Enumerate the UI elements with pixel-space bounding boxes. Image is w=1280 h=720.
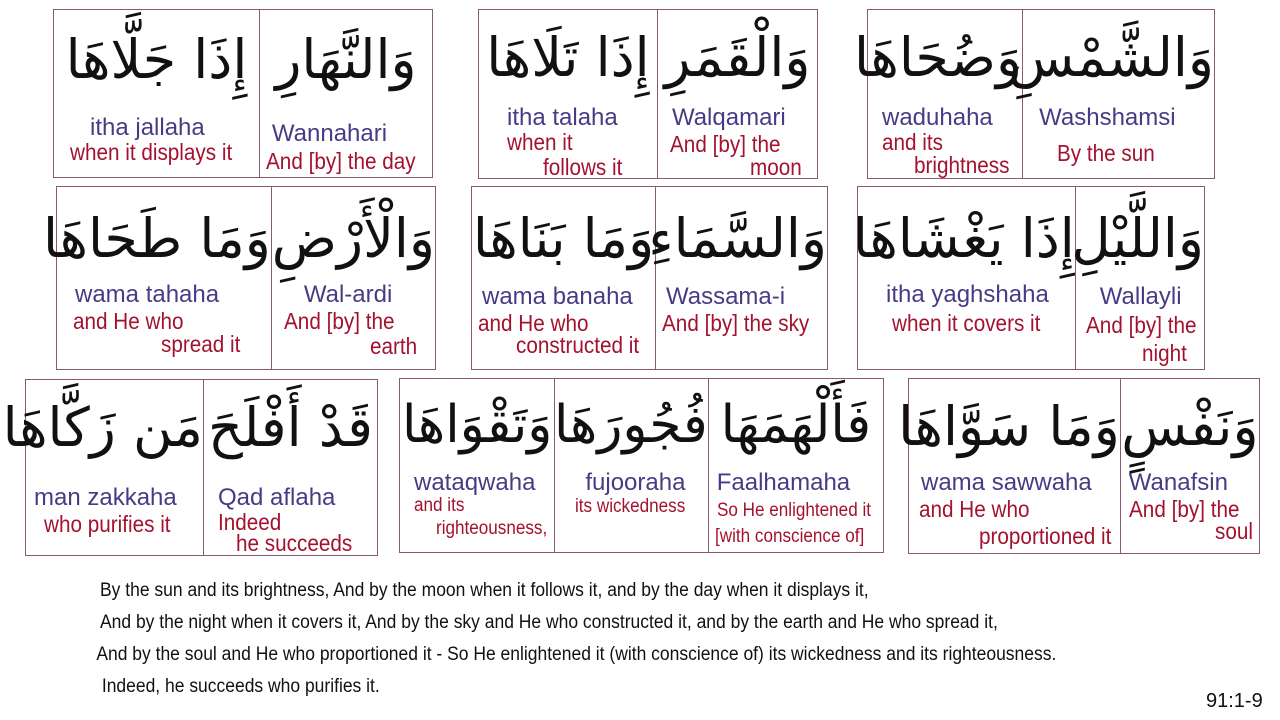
summary-line: And by the night when it covers it, And by the sky and He who constructed it, and by the earth and He who spread it, <box>100 612 998 633</box>
arabic-word: وَضُحَاهَا <box>853 26 1023 89</box>
translation: constructed it <box>516 332 640 358</box>
translation: moon <box>749 154 802 180</box>
translation: So He enlightened it <box>716 500 871 521</box>
translation: And [by] the day <box>265 148 416 174</box>
romanization: Wallayli <box>1099 283 1182 310</box>
word-cell <box>1120 379 1259 553</box>
arabic-word: وَاللَّيْلِ <box>1071 207 1204 270</box>
romanization: fujooraha <box>585 469 686 496</box>
romanization: Wanafsin <box>1128 469 1228 496</box>
word-cell <box>203 380 377 555</box>
translation: And [by] the <box>669 131 781 157</box>
translation: and its <box>882 129 943 155</box>
arabic-word: وَمَا سَوَّاهَا <box>898 395 1120 458</box>
arabic-word: وَمَا طَحَاهَا <box>43 207 271 270</box>
translation: soul <box>1214 518 1253 544</box>
translation: its wickedness <box>575 496 686 517</box>
arabic-word: مَن زَكَّاهَا <box>2 396 203 459</box>
romanization: wataqwaha <box>414 469 536 496</box>
arabic-word: قَدْ أَفْلَحَ <box>208 396 373 459</box>
word-cell <box>898 379 1120 553</box>
romanization: Walqamari <box>671 104 786 131</box>
arabic-word: وَالسَّمَاءِ <box>648 207 827 270</box>
translation: righteousness, <box>436 518 548 539</box>
romanization: man zakkaha <box>34 484 177 511</box>
romanization: wama banaha <box>482 283 633 310</box>
card-verse-4 <box>852 186 1205 370</box>
arabic-word: فُجُورَهَا <box>554 395 708 455</box>
card-verse-5 <box>471 186 828 370</box>
translation: when it displays it <box>70 139 233 165</box>
romanization: Qad aflaha <box>217 484 336 511</box>
romanization: wama tahaha <box>75 281 220 308</box>
romanization: itha talaha <box>507 104 618 131</box>
summary-line: Indeed, he succeeds who purifies it. <box>101 676 380 697</box>
arabic-word: وَالنَّهَارِ <box>275 28 417 91</box>
romanization: Washshamsi <box>1039 104 1176 131</box>
translation: Indeed <box>217 509 282 535</box>
word-cell <box>479 10 657 178</box>
arabic-word: وَمَا بَنَاهَا <box>472 207 655 270</box>
word-cell <box>1071 187 1204 369</box>
translation: follows it <box>543 154 623 180</box>
romanization: wama sawwaha <box>921 469 1092 496</box>
summary-line: And by the soul and He who proportioned it - So He enlightened it (with conscience of) its wickedness and its righteousness. <box>96 644 1057 665</box>
word-cell <box>657 10 817 178</box>
arabic-word: وَالشَّمْسِ <box>1008 26 1214 89</box>
translation: and He who <box>919 496 1030 522</box>
translation: and He who <box>73 308 184 334</box>
card-verse-6 <box>43 186 436 370</box>
word-cell <box>2 380 203 555</box>
translation: And [by] the sky <box>661 310 810 336</box>
word-cell <box>554 379 707 552</box>
word-cell <box>271 187 435 369</box>
romanization: Faalhamaha <box>716 469 851 496</box>
translation: who purifies it <box>44 511 171 537</box>
translation: proportioned it <box>979 523 1112 549</box>
romanization: Wassama-i <box>665 283 786 310</box>
card-verse-7 <box>898 378 1260 554</box>
romanization: Wannahari <box>271 120 388 147</box>
romanization: Wal-ardi <box>303 281 393 308</box>
translation: And [by] the <box>1085 312 1197 338</box>
translation: [with conscience of] <box>714 526 864 547</box>
word-cell <box>852 187 1075 369</box>
verse-reference: 91:1-9 <box>1206 690 1263 712</box>
card-verse-2 <box>478 9 818 179</box>
romanization: itha yaghshaha <box>886 281 1049 308</box>
card-verse-8 <box>399 378 884 553</box>
romanization: itha jallaha <box>90 114 205 141</box>
translation: night <box>1141 340 1187 366</box>
translation: And [by] the <box>1128 496 1240 522</box>
word-cell <box>259 10 432 177</box>
card-verse-3 <box>53 9 433 178</box>
word-cell <box>472 187 655 369</box>
translation: By the sun <box>1057 140 1155 166</box>
word-cell <box>43 187 271 369</box>
arabic-word: وَالْقَمَرِ <box>664 26 811 89</box>
arabic-word: وَنَفْسٍ <box>1121 395 1259 458</box>
word-cell <box>648 187 827 369</box>
arabic-word: فَأَلْهَمَهَا <box>720 395 872 455</box>
translation: and its <box>414 495 465 516</box>
card-verse-1 <box>853 9 1215 179</box>
card-verse-9 <box>2 379 378 556</box>
translation: And [by] the <box>283 308 395 334</box>
word-cell <box>708 379 883 552</box>
translation: and He who <box>478 310 589 336</box>
arabic-word: إِذَا تَلَاهَا <box>486 26 650 89</box>
translation: he succeeds <box>235 530 353 556</box>
translation: spread it <box>161 331 241 357</box>
word-cell <box>1008 10 1214 178</box>
arabic-word: وَالْأَرْضِ <box>271 207 435 270</box>
word-cell <box>54 10 259 177</box>
romanization: waduhaha <box>882 104 993 131</box>
word-cell <box>400 379 554 552</box>
arabic-word: إِذَا جَلَّاهَا <box>65 28 248 91</box>
translation: brightness <box>914 152 1010 178</box>
summary-line: By the sun and its brightness, And by the moon when it follows it, and by the day when it displays it, <box>100 580 869 601</box>
translation: when it covers it <box>892 310 1041 336</box>
translation: when it <box>507 129 573 155</box>
word-cell <box>853 10 1023 178</box>
translation: earth <box>369 333 418 359</box>
arabic-word: إِذَا يَغْشَاهَا <box>852 207 1075 270</box>
arabic-word: وَتَقْوَاهَا <box>401 395 553 455</box>
